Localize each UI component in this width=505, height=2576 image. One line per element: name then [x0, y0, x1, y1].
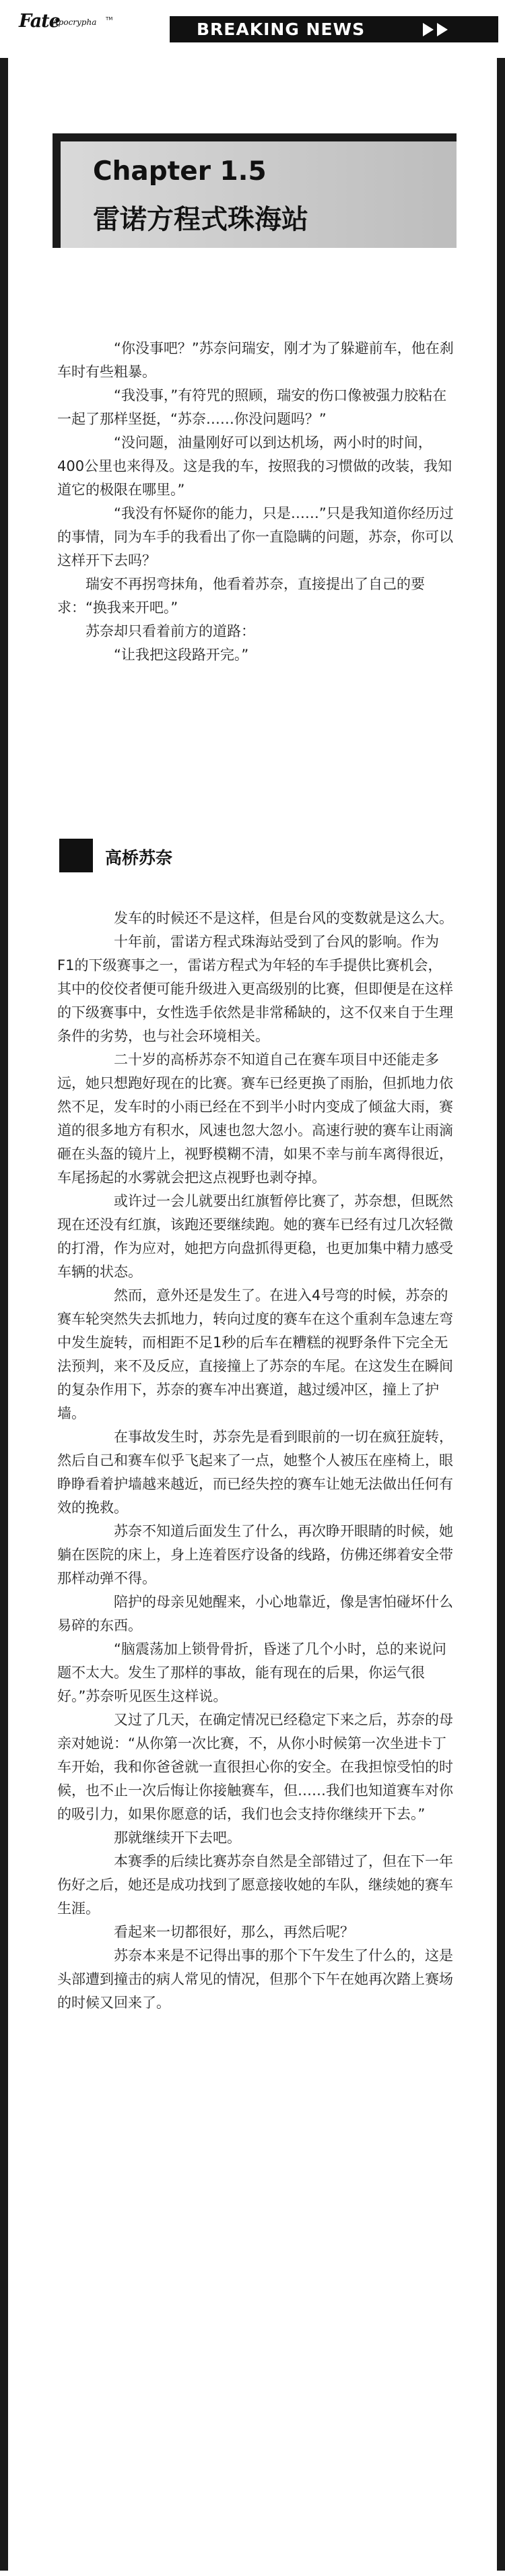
header	[0, 0, 505, 58]
story-paragraph: 在事故发生时，苏奈先是看到眼前的一切在疯狂旋转，然后自己和赛车似乎飞起来了一点，她整个人被压在座椅上，眼睁睁看着护墙越来越近，而已经失控的赛车让她无法做出任何有效的挽救。	[57, 1429, 453, 1516]
section-heading	[59, 839, 329, 872]
logo-subtitle: Apocrypha	[53, 18, 97, 27]
intro-paragraph: “我没有怀疑你的能力，只是……”只是我知道你经历过的事情，同为车手的我看出了你一直隐瞒的问题，苏奈，你可以这样开下去吗？	[57, 505, 454, 569]
intro-text	[57, 337, 454, 667]
story-paragraph: 那就继续开下去吧。	[114, 1830, 241, 1846]
story-paragraph: 看起来一切都很好，那么，再然后呢？	[114, 1924, 354, 1940]
intro-paragraph: 苏奈却只看着前方的道路：	[86, 623, 255, 639]
intro-paragraph: “没问题，油量刚好可以到达机场，两小时的时间，400公里也来得及。这是我的车，按照我的习惯做的改装，我知道它的极限在哪里。”	[57, 434, 452, 498]
double-arrow-icon	[423, 23, 451, 39]
section-marker-square	[59, 839, 93, 872]
section-title: 高桥苏奈	[105, 848, 173, 868]
story-paragraph: 或许过一会儿就要出红旗暂停比赛了，苏奈想，但既然现在还没有红旗，该跑还要继续跑。她的赛车已经有过几次轻微的打滑，作为应对，她把方向盘抓得更稳，也更加集中精力感受车辆的状态。	[57, 1193, 453, 1280]
story-paragraph: 发车的时候还不是这样，但是台风的变数就是这么大。	[114, 910, 453, 926]
story-paragraph: 苏奈本来是不记得出事的那个下午发生了什么的，这是头部遭到撞击的病人常见的情况，但那个下午在她再次踏上赛场的时候又回来了。	[57, 1947, 453, 2011]
story-paragraph: 然而，意外还是发生了。在进入4号弯的时候，苏奈的赛车轮突然失去抓地力，转向过度的赛车在这个重刹车急速左弯中发生旋转，而相距不足1秒的后车在糟糕的视野条件下完全无法预判，来不及反应，直接撞上了苏奈的车尾。在这发生在瞬间的复杂作用下，苏奈的赛车冲出赛道，越过缓冲区，撞上了护墙。	[57, 1287, 453, 1421]
story-paragraph: 十年前，雷诺方程式珠海站受到了台风的影响。作为F1的下级赛事之一，雷诺方程式为年轻的车手提供比赛机会，其中的佼佼者便可能升级进入更高级别的比赛，但即便是在这样的下级赛事中，女性选手依然是非常稀缺的，这不仅来自于生理条件的劣势，也与社会环境相关。	[57, 934, 453, 1044]
intro-paragraph: “我没事，”有符咒的照顾，瑞安的伤口像被强力胶粘在一起了那样坚挺，“苏奈……你没问题吗？”	[57, 387, 447, 427]
logo-wordmark: Fate	[19, 11, 60, 32]
breaking-news-banner	[170, 16, 498, 42]
intro-paragraph: “你没事吧？”苏奈问瑞安，刚才为了躲避前车，他在刹车时有些粗暴。	[57, 340, 454, 380]
right-border-bar	[497, 58, 505, 2571]
breaking-news-label: BREAKING NEWS	[197, 20, 366, 39]
story-paragraph: 又过了几天，在确定情况已经稳定下来之后，苏奈的母亲对她说：“从你第一次比赛，不，从你小时候第一次坐进卡丁车开始，我和你爸爸就一直很担心你的安全。在我担惊受怕的时候，也不止一次后悔让你接触赛车，但……我们也知道赛车对你的吸引力，如果你愿意的话，我们也会支持你继续开下去。”	[57, 1712, 453, 1822]
story-paragraph: 陪护的母亲见她醒来，小心地靠近，像是害怕碰坏什么易碎的东西。	[57, 1594, 453, 1634]
intro-paragraph: “让我把这段路开完。”	[114, 647, 249, 663]
title-panel	[61, 141, 457, 248]
story-text	[57, 907, 454, 2015]
chapter-title-block	[53, 133, 457, 248]
story-paragraph: 二十岁的高桥苏奈不知道自己在赛车项目中还能走多远，她只想跑好现在的比赛。赛车已经更换了雨胎，但抓地力依然不足，发车时的小雨已经在不到半小时内变成了倾盆大雨，赛道的很多地方有积水，风速也忽大忽小。高速行驶的赛车让雨滴砸在头盔的镜片上，视野模糊不清，如果不幸与前车离得很近，车尾扬起的水雾就会把这点视野也剥夺掉。	[57, 1052, 453, 1186]
story-paragraph: 苏奈不知道后面发生了什么，再次睁开眼睛的时候，她躺在医院的床上，身上连着医疗设备的线路，仿佛还绑着安全带那样动弹不得。	[57, 1523, 453, 1586]
story-paragraph: 本赛季的后续比赛苏奈自然是全部错过了，但在下一年伤好之后，她还是成功找到了愿意接收她的车队，继续她的赛车生涯。	[57, 1853, 453, 1917]
intro-paragraph: 瑞安不再拐弯抹角，他看着苏奈，直接提出了自己的要求：“换我来开吧。”	[57, 576, 425, 616]
chapter-subtitle: 雷诺方程式珠海站	[93, 204, 308, 235]
fate-apocrypha-logo[interactable]	[19, 11, 113, 42]
chapter-number: Chapter 1.5	[93, 156, 267, 187]
logo-trademark: TM	[106, 16, 113, 22]
story-paragraph: “脑震荡加上锁骨骨折，昏迷了几个小时，总的来说问题不太大。发生了那样的事故，能有现在的后果，你运气很好。”苏奈听见医生这样说。	[57, 1641, 446, 1704]
left-border-bar	[0, 58, 8, 2571]
